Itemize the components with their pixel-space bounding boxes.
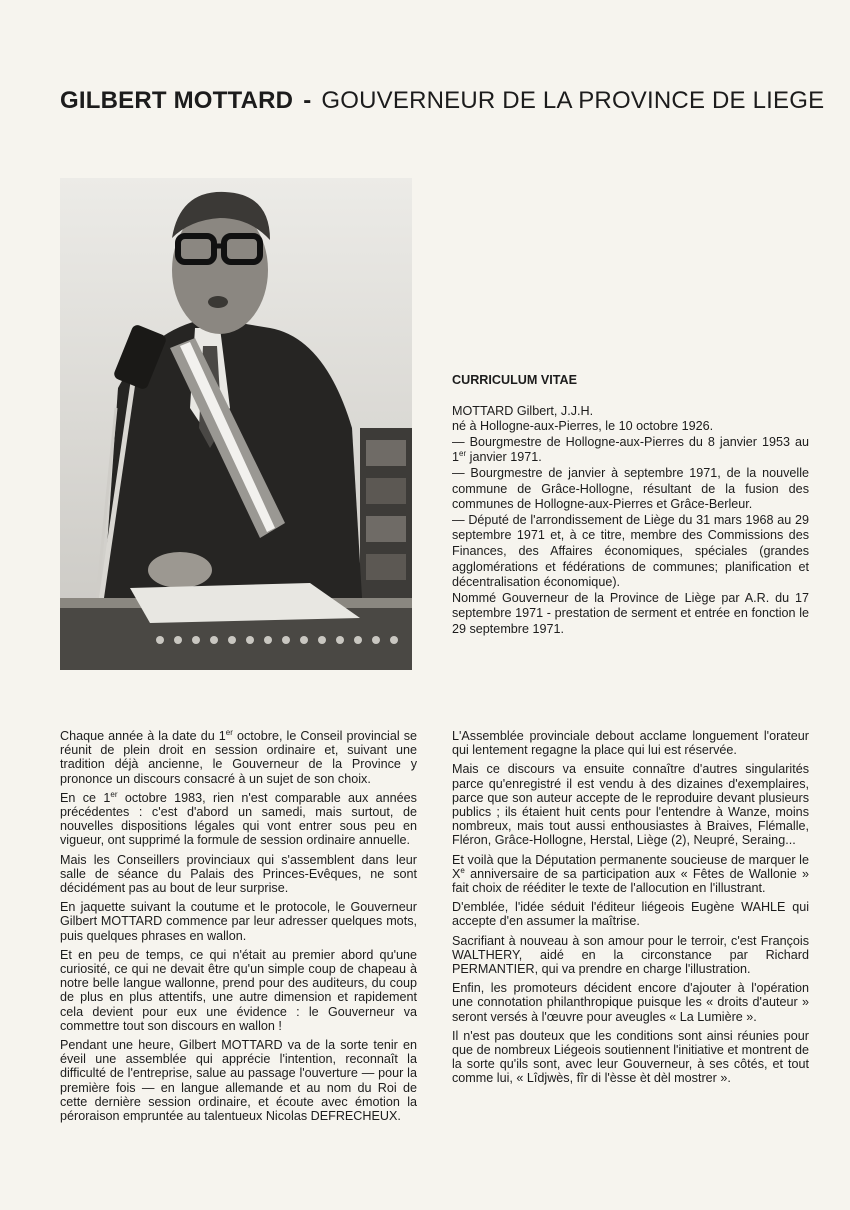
right-paragraph-2: Mais ce discours va ensuite connaître d'autres singularités parce qu'enregistré il est vendu à des dizaines d'exemplaires, parce que son auteur accepte de le reproduire devant plusieurs publics ; ils étaient huit cents pour l'entendre à Wanze, moins nombreux, mais tout aussi enthousiastes à Braives, Flémalle, Fléron, Grâce-Hollogne, Herstal, Liège (2), Neupré, Seraing... [452,762,809,848]
left-column [60,729,417,1126]
right-column [452,729,809,1089]
right-paragraph-6: Enfin, les promoteurs décident encore d'ajouter à l'opération une connotation philanthropique puisque les « droits d'auteur » seront versés à l'œuvre pour aveugles « La Lumière ». [452,981,809,1024]
left-paragraph-2: En ce 1er octobre 1983, rien n'est comparable aux années précédentes : c'est d'abord un samedi, mais surtout, de nouvelles dispositions légales qui vont entrer sous peu en vigueur, ont supprimé la formule de session ordinaire annuelle. [60,789,417,848]
cv-birth: né à Hollogne-aux-Pierres, le 10 octobre 1926. [452,419,714,434]
page-title [60,86,825,116]
left-paragraph-6: Pendant une heure, Gilbert MOTTARD va de la sorte tenir en éveil une assemblée qui apprécie l'intention, reconnaît la difficulté de l'entreprise, salue au passage l'ouverture — pour la première fois — en langue allemande et au nom du Roi de cette dernière session ordinaire, et écoute avec émotion la péroraison empruntée au talentueux Nicolas DEFRECHEUX. [60,1038,417,1124]
portrait-photo-illustration [60,178,412,670]
portrait-photo [60,178,412,670]
right-paragraph-7: Il n'est pas douteux que les conditions sont ainsi réunies pour que de nombreux Liégeois soutiennent l'initiative et montrent de la sorte qu'ils sont, avec leur Gouverneur, à ses côtés, et tout comme lui, « Lîdjwès, fîr di l'èsse èt dèl mostrer ». [452,1028,809,1086]
title-role: GOUVERNEUR DE LA PROVINCE DE LIEGE [321,87,825,114]
cv-item-4: Nommé Gouverneur de la Province de Liège par A.R. du 17 septembre 1971 - prestation de serment et entrée en fonction le 29 septembre 1971. [452,590,809,636]
right-paragraph-4: D'emblée, l'idée séduit l'éditeur liégeois Eugène WAHLE qui accepte d'en assumer la maîtrise. [452,900,809,929]
title-separator: - [303,87,312,114]
cv-title: CURRICULUM VITAE [452,373,577,387]
left-paragraph-4: En jaquette suivant la coutume et le protocole, le Gouverneur Gilbert MOTTARD commence par leur adresser quelques mots, puis quelques phrases en wallon. [60,900,417,943]
right-paragraph-3: Et voilà que la Députation permanente soucieuse de marquer le Xe anniversaire de sa participation aux « Fêtes de Wallonie » fait choix de rééditer le texte de l'allocution en l'illustrant. [452,852,809,896]
left-paragraph-5: Et en peu de temps, ce qui n'était au premier abord qu'une curiosité, ce qui ne devait être qu'un simple coup de chapeau à notre belle langue wallonne, prend pour des auditeurs, du coup de plus en plus attentifs, une autre dimension et rapidement cela devient pour eux une évidence : le Gouverneur va commettre tout son discours en wallon ! [60,947,417,1033]
right-paragraph-5: Sacrifiant à nouveau à son amour pour le terroir, c'est François WALTHERY, aidé en la circonstance par Richard PERMANTIER, qui va prendre en charge l'illustration. [452,933,809,977]
cv-identity: MOTTARD Gilbert, J.J.H. [452,403,594,418]
cv-item-3: — Député de l'arrondissement de Liège du 31 mars 1968 au 29 septembre 1971 et, à ce titre, membre des Commissions des Finances, des Affaires économiques, spéciales (grandes agglomérations et fédérations de communes; planification et décentralisation économique). [452,512,809,590]
cv-item-2: — Bourgmestre de janvier à septembre 1971, de la nouvelle commune de Grâce-Hollogne, résultant de la fusion des communes de Hollogne-aux-Pierres et Grâce-Berleur. [452,465,809,512]
right-paragraph-1: L'Assemblée provinciale debout acclame longuement l'orateur qui lentement regagne la place qui lui est réservée. [452,729,809,758]
left-paragraph-1: Chaque année à la date du 1er octobre, le Conseil provincial se réunit de plein droit en session ordinaire et, suivant une tradition déjà ancienne, le Gouverneur de la Province y prononce un discours consacré à un sujet de son choix. [60,727,417,786]
left-paragraph-3: Mais les Conseillers provinciaux qui s'assemblent dans leur salle de séance du Palais des Princes-Evêques, ne sont décidément pas au bout de leur surprise. [60,852,417,896]
title-name: GILBERT MOTTARD [60,87,294,114]
curriculum-vitae [452,373,809,638]
cv-item-1: — Bourgmestre de Hollogne-aux-Pierres du 8 janvier 1953 au 1er janvier 1971. [452,434,809,465]
